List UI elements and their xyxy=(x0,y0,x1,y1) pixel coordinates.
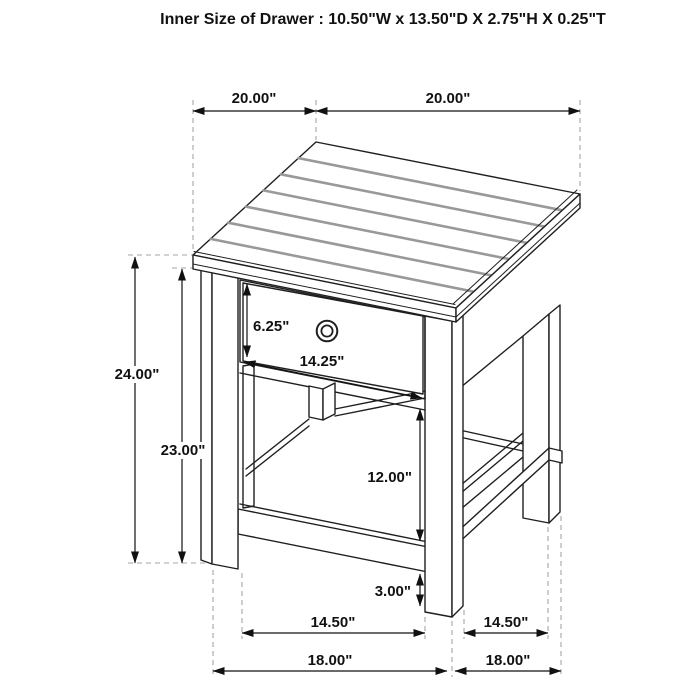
front-left-leg xyxy=(201,267,238,569)
left-stretcher xyxy=(246,419,309,476)
side-top-rail-edge xyxy=(455,336,523,392)
back-drawer-rail xyxy=(335,390,430,416)
back-shelf-rail xyxy=(455,429,523,451)
front-right-leg xyxy=(425,311,463,617)
back-right-leg xyxy=(523,305,560,523)
dim-outer-right-label: 18.00" xyxy=(485,652,531,669)
center-glide-block xyxy=(309,383,335,420)
dim-drawer-width-label: 14.25" xyxy=(299,353,345,370)
dim-top-left-label: 20.00" xyxy=(231,90,277,107)
dim-top-right-label: 20.00" xyxy=(425,90,471,107)
dim-inner-left-label: 14.50" xyxy=(310,614,356,631)
dim-outer-left-label: 18.00" xyxy=(307,652,353,669)
dim-floor-clearance-label: 3.00" xyxy=(374,583,411,600)
dim-overall-height-label: 24.00" xyxy=(114,366,160,383)
shelf-front-rail xyxy=(238,509,428,572)
dim-shelf-clearance-label: 12.00" xyxy=(367,469,412,486)
diagram-title: Inner Size of Drawer : 10.50"W x 13.50"D X 2.75"H X 0.25"T xyxy=(160,11,606,28)
side-shelf-rail xyxy=(455,433,523,514)
dim-under-top-height-label: 23.00" xyxy=(160,442,206,459)
back-left-leg xyxy=(243,364,254,508)
end-table-drawing xyxy=(193,142,580,617)
dim-drawer-height-label: 6.25" xyxy=(253,318,290,335)
dim-inner-right-label: 14.50" xyxy=(483,614,529,631)
